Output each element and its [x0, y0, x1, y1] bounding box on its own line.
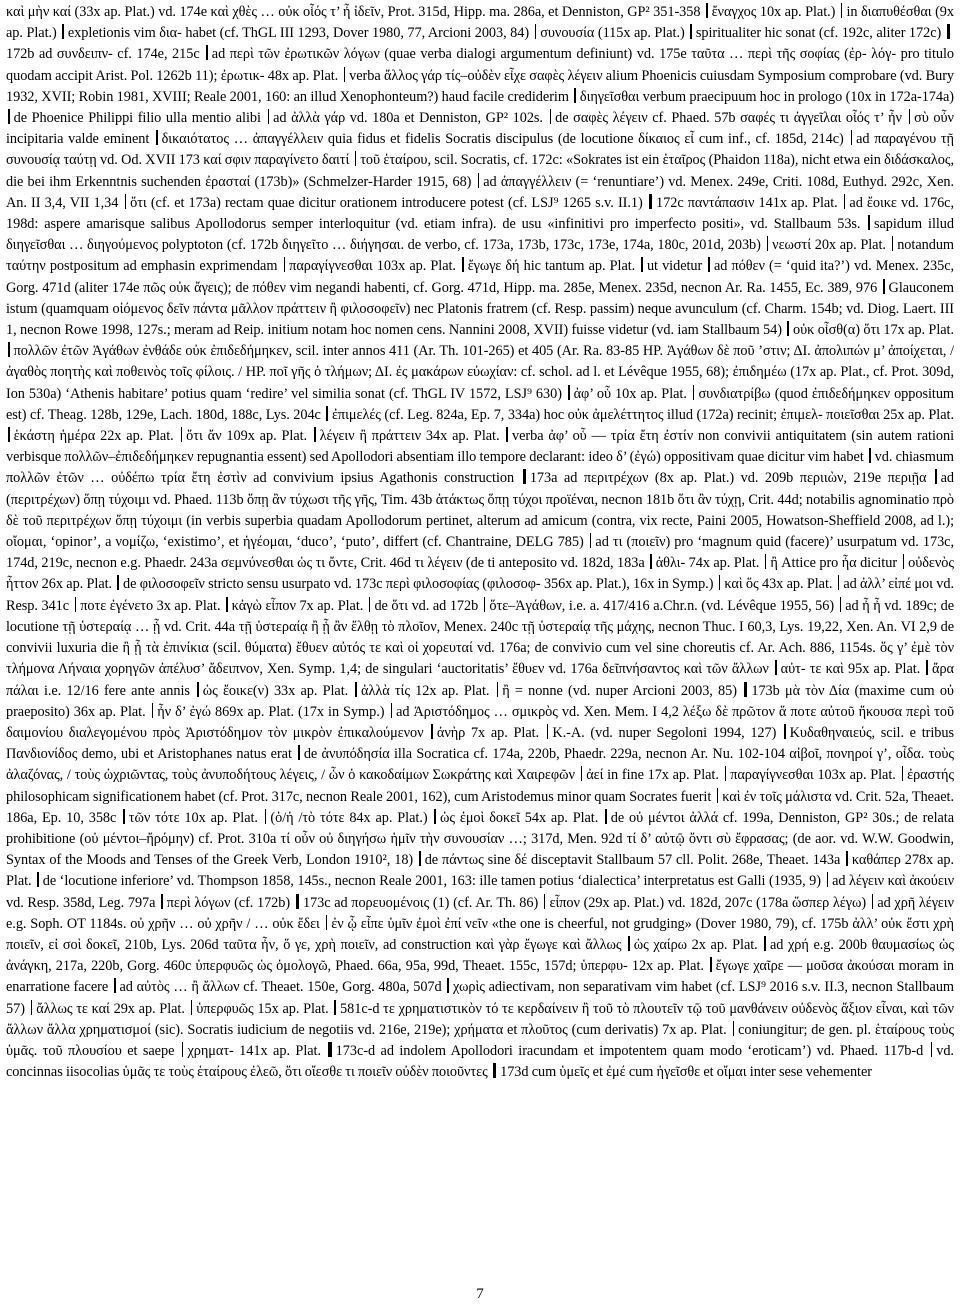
commentary-segment: ad πόθεν (= ‘quid ita?’) vd. Menex. 235c, Gorg. 471d (aliter 174e πῶς οὐκ ἄγεις); de πόθεν vim negandi habenti, cf. Gorg. 471d, Hipp. ma. 285e, Menex. 235d, necnon Ar. Ra. 1455, Ec. 389, 976: [6, 258, 955, 296]
commentary-segment: sapidum illud διηγεῖσθαι … διηγούμενος polyptoton (cf. 172b διηγεῖτο … διήγησαι. de verbo, cf. 173a, 173b, 173c, 173e, 174a, 180c, 201d, 203b): [6, 216, 954, 254]
commentary-segment: de οὐ μέντοι ἀλλά cf. 199a, Denniston, GP² 30s.; de relata prohibitione (οὐ μέντοι–ἤρόμην) cf. Prot. 310a τί οὖν οὐ διηγήσω ἡμῖν τὴν συνουσίαν …; 317d, Men. 92d τί δ’ αὐτῷ ὄντι σὺ ἔφρασας; (de aor. vd. W.W. Goodwin, Syntax of the Moods and Tenses of the Greek Verb, London 1910², 18): [6, 809, 955, 869]
lemma-separator: [314, 427, 316, 442]
commentary-segment: συνδιατρίβω (quod ἐπιδεδήμηκεν oppositum est) cf. Theag. 128b, 129e, Lach. 180d, 188c, Lys. 204c: [6, 385, 954, 423]
commentary-segment: ad ἔοικε vd. 176c, 198d: aspere amarisque salibus Apollodorus semper interloquitur (vd. etiam infra). de usu «infinitivi pro imperfecto positi», vd. Stallbaum 53s.: [6, 194, 954, 233]
lemma-separator: [8, 427, 10, 442]
commentary-segment: ad ἀπαγγέλλειν (= ‘renuntiare’) vd. Menex. 249e, Criti. 108d, Euthyd. 292c, Xen. An. II 3,4, VII 1,34: [6, 173, 954, 211]
commentary-segment: εἶπον (29x ap. Plat.) vd. 182d, 207c (178a ὥσπερ λέγω): [549, 894, 867, 911]
lemma-separator: [628, 936, 630, 951]
lemma-separator: [851, 130, 853, 145]
lemma-separator-bold: [744, 682, 747, 697]
commentary-segment: vd. concinnas iisocolias ὑμᾶς τε τοὺς ἑταίρους ἐλεῶ, ὅτι οἴεσθε τι ποιεῖν οὐδὲν ποιοῦντες: [6, 1042, 954, 1081]
commentary-segment: ἀνὴρ 7x ap. Plat.: [436, 724, 540, 741]
lemma-separator-bold: [649, 194, 652, 209]
commentary-segment: τῶν τότε 10x ap. Plat.: [128, 809, 258, 826]
lemma-separator: [484, 597, 486, 612]
commentary-segment: 581c-d τε χρηματιστικὸν τό τε κερδαίνειν ἢ τοῦ τὸ πλουτεῖν τῷ τοῦ μανθάνειν οὐδενὸς ἄξιον εἶναι, καὶ τῶν ἄλλων ἄλλα χρηματισμοί (sic). Socratis iudicium de negotiis vd. 216e, 219e); χρήματα et πλοῦτος (cum derivatis) 7x ap. Plat.: [6, 1000, 954, 1038]
lemma-separator: [506, 427, 508, 442]
commentary-segment: σὺ οὖν incipitaria valde eminent: [6, 110, 954, 148]
commentary-segment: ἦν δ’ ἐγώ 869x ap. Plat. (17x in Symp.): [157, 703, 385, 720]
lemma-separator: [725, 766, 727, 781]
lemma-separator: [152, 703, 154, 718]
commentary-segment: verba ἄλλος γάρ τίς–οὐδὲν εἶχε σαφὲς λέγειν alium Phoenicis cuiusdam Symposium comprobare (vd. Bury 1932, XVII; Robin 1981, XVIII; Reale 2001, 160: an illud Xenophonteum?) haud facile crediderim: [6, 67, 955, 105]
commentary-segment: ad περὶ τῶν ἐρωτικῶν λόγων (quae verba dialogi argumentum definiunt) vd. 175e ταῦτα … περὶ τῆς σοφίας (ἐρ- λόγ- pro titulo quodam accipit Arist. Pol. 1262b 11); ἐρωτικ- 48x ap. Plat.: [6, 46, 954, 84]
lemma-separator: [369, 597, 371, 612]
lemma-separator: [883, 279, 885, 294]
commentary-segment: ἐραστής philosophicam significationem habet (cf. Prot. 317c, necnon Reale 2001, 162), cum Aristodemus minor quam Socrates fuerit: [6, 767, 954, 805]
lemma-separator-bold: [947, 24, 950, 39]
lemma-separator: [605, 809, 607, 824]
commentary-segment: ad ἦ ἦ vd. 189c; de locutione τῇ ὑστεραίᾳ … ᾗ vd. Crit. 44a τῇ ὑστεραίᾳ ἢ ᾗ ἂν ἔλθῃ τὸ πλοῖον, Menex. 240c τῇ ὑστεραίᾳ τῆς μάχης, necnon Thuc. I 60,3, Lys. 19,22, Xen. An. VI 2,9 de convivii luxuria die ἢ ᾗ τὰ ἐπινίκια (scil. θύματα) ἔθυεν αὐτός τε καὶ οἱ χορευταί vd. 176a; de convivio cum vel sine choreutis cf. Ar. Ach. 886, 1154s. ὅς γ’ ἐμὲ τὸν τλήμονα Λήναια χορηγῶν ἀπέλυσ’ ἄδειπνον, Xen. Symp. 1,4; de singulari ‘auctoritatis’ ἔθυεν vd. 176a δεῖπνήσαντος καὶ τῶν ἄλλων: [6, 597, 954, 678]
commentary-segment: de ‘locutione inferiore’ vd. Thompson 1858, 145s., necnon Reale 2001, 163: ille tamen potius ‘dialectica’ interpretatus est Galli (1935, 9): [42, 873, 821, 890]
lemma-separator: [355, 151, 357, 166]
lemma-separator: [868, 215, 870, 230]
commentary-segment: ὅτι ἄν 109x ap. Plat.: [186, 428, 308, 445]
lemma-separator: [431, 724, 433, 739]
lemma-separator: [123, 809, 125, 824]
commentary-segment: de πάντως sine δέ disceptavit Stallbaum 57 cll. Polit. 268e, Theaet. 143a: [424, 852, 841, 869]
commentary-segment: ut videtur: [646, 258, 703, 275]
lemma-separator: [827, 872, 829, 887]
commentary-segment: δικαιότατος … ἀπαγγέλλειν quia fidus et fidelis Socratis discipulus (de locutione δίκαιος εἶ cum inf., cf. 185d, 214c): [161, 131, 844, 148]
commentary-segment: vd. chiasmum πολλῶν ἐτῶν … οὐδέπω τρία ἔτη ἐστὶν ad convivium ipsius Agathonis construction: [6, 449, 954, 487]
lemma-separator: [265, 809, 267, 824]
commentary-segment: 172c παντάπασιν 141x ap. Plat.: [656, 194, 838, 211]
lemma-separator: [31, 1000, 33, 1015]
lemma-separator: [710, 957, 712, 972]
lemma-separator: [447, 978, 449, 993]
commentary-segment: ἢ = nonne (vd. nuper Arcioni 2003, 85): [502, 682, 737, 699]
commentary-segment: κἀγὼ εἶπον 7x ap. Plat.: [231, 597, 364, 614]
lemma-separator: [892, 236, 894, 251]
lemma-separator: [550, 109, 552, 124]
lemma-separator: [641, 257, 643, 272]
lemma-separator: [268, 109, 270, 124]
lemma-separator: [846, 851, 848, 866]
commentary-segment: ad αὐτὸς … ἢ ἄλλων cf. Theaet. 150e, Gorg. 480a, 507d: [119, 979, 442, 996]
lemma-separator: [161, 894, 163, 909]
lemma-separator: [872, 894, 874, 909]
commentary-segment: ποτε ἐγένετο 3x ap. Plat.: [80, 597, 221, 614]
commentary-segment: notandum ταύτην postpositum ad emphasin exprimendam: [6, 237, 954, 275]
commentary-segment: πολλῶν ἐτῶν Ἀγάθων ἐνθάδε οὐκ ἐπιδεδήμηκεν, scil. inter annos 411 (Ar. Th. 101-265) et 405 (Ar. Ra. 83-85 HP. Ἀγάθων δὲ ποῦ ’στιν; ΔΙ. ἀπολιπών μ’ ἀποίχεται, / ἀγαθὸς ποητὴς καὶ ποθεινὸς τοῖς φίλοις. / HP. ποῖ γῆς ὁ τλήμων; ΔΙ. ἐς μακάρων εὐωχίαν: cf. schol. ad l. et Lévêque 1955, 68); ἐπιδημέω (17x ap. Plat., cf. Prot. 309d, Ion 530a) ‘Athenis habitare’ potius quam ‘redire’ vel similia sonat (cf. ThGL IV 1572, LSJ⁹ 630): [6, 343, 954, 402]
commentary-segment: ἀλλὰ τίς 12x ap. Plat.: [361, 682, 490, 699]
lemma-separator: [581, 766, 583, 781]
commentary-segment: ἔγωγε δή hic tantum ap. Plat.: [467, 258, 636, 275]
commentary-segment: spiritualiter hic sonat (cf. 192c, aliter 172c): [695, 25, 942, 42]
commentary-segment: ἢ Attice pro ἦα dicitur: [770, 555, 898, 572]
commentary-segment: διηγεῖσθαι verbum praecipuum hoc in prologo (10x in 172a-174a): [579, 88, 955, 105]
lemma-separator: [462, 257, 464, 272]
lemma-separator-bold: [296, 894, 299, 909]
commentary-segment: Κυδαθηναιεύς, scil. e tribus Πανδιονίδος demo, ubi et Aristophanes natus erat: [6, 724, 954, 763]
commentary-segment: ὅτε–Ἀγάθων, i.e. a. 417/416 a.Chr.n. (vd. Lévêque 1955, 56): [489, 597, 835, 614]
lemma-separator: [419, 851, 421, 866]
commentary-segment: ἀθλι- 74x ap. Plat.: [655, 555, 760, 572]
lemma-separator: [8, 109, 10, 124]
commentary-segment: ad τι (ποιεῖν) pro ‘magnum quid (facere)’ usurpatum vd. 173c, 174d, 219c, necnon e.g. Phaedr. 243a σεμνύνεσθαι ὡς τι ὄντε, Crit. 46d τι λέγειν (de ti anteposito vd. 182d, 183a: [6, 534, 954, 572]
lemma-separator: [717, 788, 719, 803]
commentary-segment: 173a ad περιτρέχων (8x ap. Plat.) vd. 209b περιιὼν, 219e περιῇα: [529, 470, 927, 487]
lemma-separator: [650, 554, 652, 569]
lemma-separator: [544, 894, 546, 909]
lemma-separator: [719, 575, 721, 590]
lemma-separator-bold: [523, 469, 526, 484]
commentary-segment: ὡς ἐμοὶ δοκεῖ 54x ap. Plat.: [440, 809, 599, 826]
commentary-segment: ἔγωγε χαῖρε — μοῦσα ἀκούσαι moram in enarratione facere: [6, 958, 954, 996]
lemma-separator: [787, 321, 789, 336]
commentary-segment: ὡς ἔοικε(ν) 33x ap. Plat.: [202, 682, 349, 699]
commentary-segment: ἐπιμελές (cf. Leg. 824a, Ep. 7, 334a) hoc οὐκ ἀμελέττητος illud (172a) recinit; ἐπιμελ- ποιεῖσθαι 25x ap. Plat.: [331, 406, 954, 423]
commentary-segment: χρηματ- 141x ap. Plat.: [187, 1042, 321, 1059]
commentary-segment: καὶ μὴν καί (33x ap. Plat.) vd. 174e καὶ χθὲς … οὐκ οἷός τ’ ἦ ἰδεῖν, Prot. 315d, Hipp. ma. 286a, et Denniston, GP² 351-358: [6, 4, 701, 20]
lemma-separator: [344, 67, 346, 82]
commentary-segment: 173c-d ad indolem Apollodori iracundam et impotentem quam modo ‘eroticam’) vd. Phaed. 117b-d: [335, 1042, 924, 1059]
commentary-segment: (ὁ/ἡ /τὸ τότε 84x ap. Plat.): [270, 809, 428, 826]
commentary-segment: 173b μὰ τὸν Δία (maxime cum οὐ praeposito) 36x ap. Plat.: [6, 682, 954, 720]
commentary-segment: ὅτι (cf. et 173a) rectam quae dicitur orationem introducere potest (cf. LSJ⁹ 1265 s.v. II.1): [130, 194, 643, 211]
lemma-separator: [706, 3, 708, 18]
lemma-separator: [284, 257, 286, 272]
lemma-separator: [117, 575, 119, 590]
lemma-separator: [931, 1042, 933, 1057]
lemma-separator: [181, 427, 183, 442]
commentary-segment: de σαφὲς λέγειν cf. Phaed. 57b σαφές τι ἀγγεῖλαι οἷός τ’ ἦν: [555, 110, 902, 127]
commentary-segment: καὶ ἐν τοῖς μάλιστα vd. Crit. 52a, Theaet. 186a, Ep. 10, 358c: [6, 788, 955, 826]
commentary-segment: ad λέγειν καὶ ἀκούειν vd. Resp. 358d, Leg. 797a: [6, 873, 954, 911]
lemma-separator: [903, 554, 905, 569]
lemma-separator: [114, 978, 116, 993]
lemma-separator: [765, 554, 767, 569]
commentary-segment: 173d cum ὑμεῖς et ἐμέ cum ἡγεῖσθε et οἴμαι inter sese vehementer: [500, 1064, 872, 1081]
lemma-separator: [547, 724, 549, 739]
lemma-separator: [574, 88, 576, 103]
commentary-segment: 173c ad πορευομένοις (1) (cf. Ar. Th. 86): [302, 894, 539, 911]
commentary-text: [6, 2, 954, 1083]
commentary-segment: ad χρῆ λέγειν e.g. Soph. OT 1184s. οὐ χρῆν … οὐ χρῆν / … οὐκ ἔδει: [6, 894, 954, 932]
commentary-segment: παραγίγνεσθαι 103x ap. Plat.: [289, 258, 456, 275]
lemma-separator: [391, 703, 393, 718]
commentary-segment: ad χρή e.g. 200b θαυμασίως ὡς ἀνάγκη, 217a, 220b, Gorg. 460c ὑπερφυῶς ὡς ὁμολογῶ, Phaed. 66a, 95a, 99d, Theaet. 155c, 157d; ὑπερφυ- 12x ap. Plat.: [6, 936, 954, 975]
commentary-segment: verba ἀφ’ οὗ — τρία ἔτη ἐστίν non convivii antiquitatem (sin autem rationi verbisque πολλῶν–ἐπιδεδήμηκεν repugnantia essent) sed Apollodori absentiam illo tempore declarant: ideo δ’ (ἐγώ) oppositivam quae dicitur vim habet: [6, 428, 954, 466]
lemma-separator-bold: [493, 1063, 496, 1078]
commentary-segment: de ἀνυπόδησία illa Socratica cf. 174a, 220b, Phaedr. 229a, necnon Ar. Nu. 102-104 αἰβοῖ, πονηροί γ’, οἶδα. τοὺς ἀλαζόνας, / τοὺς ὠχριῶντας, τοὺς ἀνυποδήτους λέγεις, / ὧν ὁ κακοδαίμων Σωκράτης καὶ Χαιρεφῶν: [6, 746, 955, 784]
lemma-separator: [535, 24, 537, 39]
lemma-separator: [355, 682, 357, 697]
lemma-separator: [775, 660, 777, 675]
commentary-segment: παραγίγνεσθαι 103x ap. Plat.: [730, 767, 896, 784]
commentary-segment: ad ἀλλ’ εἰπέ μοι vd. Resp. 341c: [6, 576, 954, 614]
commentary-segment: ἀφ’ οὗ 10x ap. Plat.: [573, 385, 687, 402]
commentary-segment: καὶ ὅς 43x ap. Plat.: [724, 576, 833, 593]
lemma-separator: [206, 45, 208, 60]
commentary-segment: αὐτ- τε καὶ 95x ap. Plat.: [780, 661, 921, 678]
commentary-segment: νεωστί 20x ap. Plat.: [772, 237, 886, 254]
commentary-segment: ὑπερφυῶς 15x ap. Plat.: [196, 1000, 329, 1017]
commentary-segment: ἐν ᾧ εἶπε ὑμῖν ἐμοὶ ἐπί νεῖν «the one is cheerful, not grudging» (Dover 1980, 79), cf. 175b ἀλλ’ οὐκ ἔστι χρὴ ποιεῖν, εἰ σοὶ δοκεῖ, 210b, Lys. 206d ταῦτα ἦν, ὅ γε, χρὴ ποιεῖν, ad construction καὶ γὰρ ἔγωγε καὶ ἄλλως: [6, 915, 954, 953]
commentary-segment: ὡς χαίρω 2x ap. Plat.: [633, 936, 758, 953]
commentary-segment: οὐκ οἶσθ(α) ὅτι 17x ap. Plat.: [793, 322, 954, 339]
lemma-separator: [298, 745, 300, 760]
commentary-segment: 172b ad συνδειπν- cf. 174e, 215c: [6, 46, 200, 63]
lemma-separator: [733, 1021, 735, 1036]
commentary-segment: ἀεί in fine 17x ap. Plat.: [586, 767, 719, 784]
lemma-separator: [334, 1000, 336, 1015]
commentary-segment: de Phoenice Philippi filio ulla mentio alibi: [13, 110, 261, 127]
lemma-separator: [326, 406, 328, 421]
lemma-separator: [838, 575, 840, 590]
lemma-separator: [478, 173, 480, 188]
lemma-separator: [708, 257, 710, 272]
lemma-separator: [434, 809, 436, 824]
page-number: 7: [476, 1286, 484, 1302]
commentary-segment: ad Ἀριστόδημος … σμικρὸς vd. Xen. Mem. I 4,2 λέξω δὲ πρῶτον ἅ ποτε αὐτοῦ ἤκουσα περὶ τοῦ δαιμονίου διαλεγομένου πρὸς Ἀριστόδημον τὸν μικρὸν ἐπικαλούμενον: [6, 703, 954, 741]
commentary-segment: λέγειν ἢ πράττειν 34x ap. Plat.: [319, 428, 500, 445]
lemma-separator: [693, 385, 695, 400]
commentary-segment: ἄρα πάλαι i.e. 12/16 fere ante annis: [6, 661, 954, 699]
lemma-separator: [326, 915, 328, 930]
commentary-segment: ad (περιτρέχων) ὅπῃ τύχοιμι vd. Phaed. 113b ὅπῃ ἂν τύχωσι τῆς γῆς, Tim. 43b ἀτάκτως ὅπῃ τύχοι προϊέναι, necnon 181b ὅτι ἂν τύχῃ, Crit. 44d; notabilis agnominatio πρὸ δὲ τοῦ περιτρέχων ὅπῃ τύχοιμι (in verbis superbia quadam Apollodorum pertinet, alterum ad amicum (contra, vix recte, Paini 2005, Howatson-Sheffield 2008, ad l.); οἴομαι, ‘opinor’, a νομίζω, ‘existimo’, et ἡγέομαι, ‘duco’, ‘puto’, differt (cf. Chantraine, DELG 785): [6, 470, 954, 551]
commentary-segment: οὐδενὸς ἧττον 26x ap. Plat.: [6, 555, 955, 593]
lemma-separator: [8, 342, 10, 357]
lemma-separator: [125, 194, 127, 209]
commentary-segment: ἑκάστη ἡμέρα 22x ap. Plat.: [13, 428, 174, 445]
lemma-separator: [764, 936, 766, 951]
commentary-segment: συνουσία (115x ap. Plat.): [540, 25, 685, 42]
lemma-separator: [497, 682, 499, 697]
lemma-separator: [37, 872, 39, 887]
commentary-segment: χωρὶς adiectivam, non separativam vim habet (cf. LSJ⁹ 2016 s.v. II.3, necnon Stallbaum 57): [6, 979, 954, 1017]
lemma-separator: [182, 1042, 184, 1057]
lemma-separator: [767, 236, 769, 251]
commentary-segment: ἔναγχος 10x ap. Plat.): [711, 4, 836, 20]
lemma-separator: [62, 24, 64, 39]
lemma-separator: [590, 533, 592, 548]
lemma-separator: [75, 597, 77, 612]
lemma-separator: [844, 194, 846, 209]
lemma-separator: [197, 682, 199, 697]
commentary-segment: τοῦ ἑταίρου, scil. Socratis, cf. 172c: «Sokrates ist ein ἑταῖρος (Phaidon 118a), nicht etwa ein διδάσκαλος, die bei ihm Erkenntnis suchenden ἐρασταί (173b)» (Schmelzer-Harder 1915, 68): [6, 152, 954, 190]
commentary-segment: Glauconem istum (quamquam οἰόμενος δεῖν πάντα μᾶλλον πράττειν ἢ φιλοσοφεῖν) nec Platonis fratrem (cf. Resp. passim) neque avunculum (cf. Charm. 154b; vd. Diog. Laert. III 1, necnon Rowe 1998, 127s.; meram ad Reip. initium notam hoc nomen cens. Nannini 2008, XVII) fuisse videtur (vd. iam Stallbaum 54): [6, 279, 954, 339]
lemma-separator: [926, 660, 928, 675]
lemma-separator: [191, 1000, 193, 1015]
lemma-separator: [935, 469, 937, 484]
lemma-separator: [226, 597, 228, 612]
commentary-segment: coniungitur; de gen. pl. ἑταίρους τοὺς ὑμᾶς. τοῦ πλουσίου et saepe: [6, 1021, 954, 1059]
lemma-separator: [568, 385, 570, 400]
lemma-separator: [841, 3, 843, 18]
commentary-segment: Κ.-A. (vd. nuper Segoloni 1994, 127): [552, 724, 777, 741]
lemma-separator: [909, 109, 911, 124]
commentary-segment: περὶ λόγων (cf. 172b): [166, 894, 291, 911]
lemma-separator: [690, 24, 692, 39]
lemma-separator: [784, 724, 786, 739]
commentary-segment: de ὅτι vd. ad 172b: [374, 597, 479, 614]
commentary-segment: ἄλλως τε καί 29x ap. Plat.: [36, 1000, 185, 1017]
lemma-separator: [902, 766, 904, 781]
commentary-segment: ad παραγένου τῇ συνουσίᾳ ταύτῃ vd. Od. XVII 173 καί σφιν παραγίνετο δαιτί: [6, 131, 954, 169]
lemma-separator: [156, 130, 158, 145]
lemma-separator: [840, 597, 842, 612]
lemma-separator-bold: [328, 1042, 331, 1057]
commentary-segment: expletionis vim δια- habet (cf. ThGL III 1293, Dover 1980, 77, Arcioni 2003, 84): [67, 25, 530, 42]
commentary-segment: de φιλοσοφεῖν stricto sensu usurpato vd. 173c περὶ φιλοσοφίας (φιλοσοφ- 356x ap. Plat.), 16x in Symp.): [123, 576, 714, 593]
commentary-segment: in διαπυθέσθαι (9x ap. Plat.): [6, 4, 954, 42]
lemma-separator: [869, 448, 871, 463]
commentary-segment: καθάπερ 278x ap. Plat.: [6, 852, 954, 890]
commentary-segment: ad ἀλλὰ γάρ vd. 180a et Denniston, GP² 102s.: [273, 110, 543, 127]
